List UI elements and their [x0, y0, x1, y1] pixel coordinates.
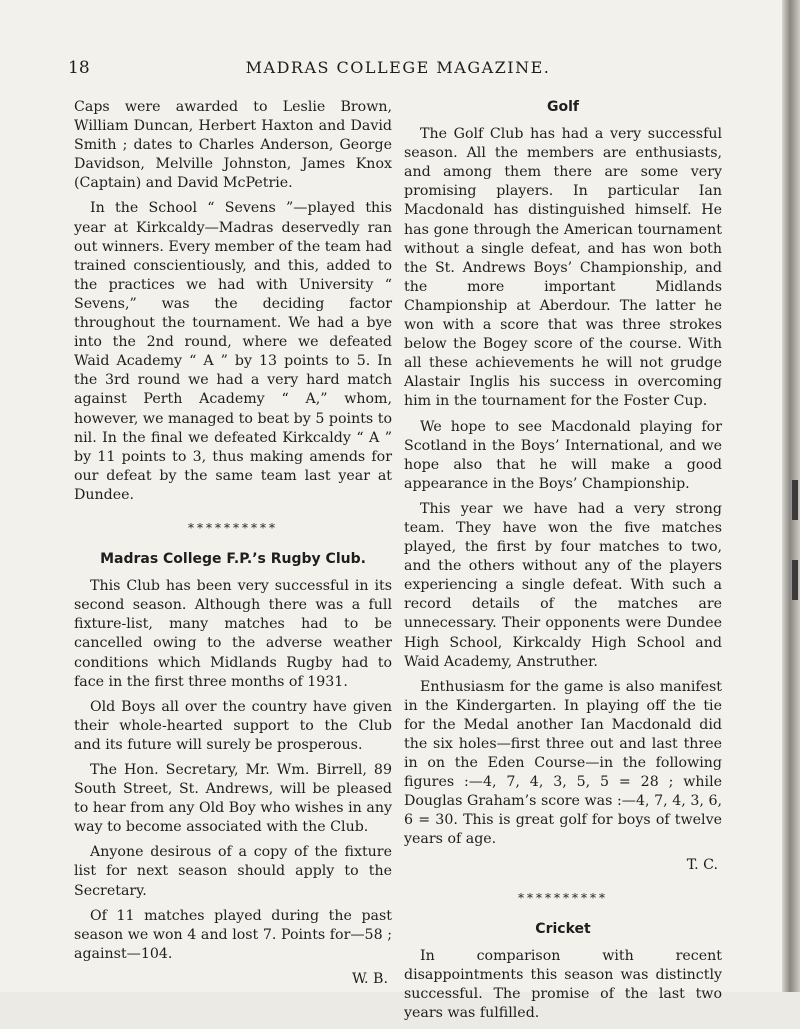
golf-paragraph-4: Enthusiasm for the game is also manifest in the Kindergarten. In playing off the tie for the Medal another Ian Macdonald did the six holes—first three out and last three in on the Eden Course—in the following figures :—4, 7, 4, 3, 5, 5 = 28 ; while Douglas Graham’s score was :—4, 7, 4, 3, 6, 6 = 30. This is great golf for boys of twelve years of age. — [404, 678, 722, 848]
rugby-caps-paragraph: Caps were awarded to Leslie Brown, William Duncan, Herbert Haxton and David Smith ; dates to Charles Anderson, George Davidson, Melville Johnston, James Knox (Captain) and David McPetrie. — [74, 99, 392, 192]
author-initials: W. B. — [351, 970, 388, 987]
page-number: 18 — [68, 58, 90, 78]
golf-paragraph-1: The Golf Club has had a very successful season. All the members are enthusiasts, and among them there are some very promising players. In particular Ian Macdonald has distinguished himself. He has gone through the American tournament without a single defeat, and has won both the St. Andrews Boys’ Championship, and the more important Midlands Championship at Aberdour. The latter he won with a score that was three strokes below the Bogey score of the course. With all these achievements he will not grudge Alastair Inglis his success in overcoming him in the tournament for the Foster Cup. — [404, 126, 722, 410]
rugby-club-paragraph-5: Of 11 matches played during the past season we won 4 and lost 7. Points for—58 ; against—104. — [74, 907, 392, 962]
golf-heading: Golf — [547, 99, 579, 115]
page-header — [68, 58, 728, 82]
left-column — [74, 98, 392, 995]
rugby-club-paragraph-2: Old Boys all over the country have given their whole-hearted support to the Club and its future will surely be prosperous. — [74, 698, 392, 753]
running-title: MADRAS COLLEGE MAGAZINE. — [245, 58, 551, 77]
author-initials: T. C. — [686, 856, 718, 873]
rugby-club-paragraph-3: The Hon. Secretary, Mr. Wm. Birrell, 89 South Street, St. Andrews, will be pleased to hear from any Old Boy who wishes in any way to become associated with the Club. — [74, 762, 392, 836]
cricket-paragraph: In comparison with recent disappointments this season was distinctly successful. The promise of the last two years was fulfilled. — [404, 947, 722, 1022]
sevens-paragraph: In the School “ Sevens ”—played this year at Kirkcaldy—Madras deservedly ran out winners. Every member of the team had trained conscientiously, and this, added to the practices we had with University “ Sevens,” was the deciding factor throughout the tournament. We had a bye into the 2nd round, where we defeated Waid Academy “ A ” by 13 points to 5. In the 3rd round we had a very hard match against Perth Academy “ A,” whom, however, we managed to beat by 5 points to nil. In the final we defeated Kirkcaldy “ A ” by 11 points to 3, thus making amends for our defeat by the same team last year at Dundee. — [74, 200, 392, 503]
golf-paragraph-2: We hope to see Macdonald playing for Scotland in the Boys’ International, and we hope also that he will make a good appearance in the Boys’ Championship. — [404, 418, 722, 492]
rugby-club-paragraph-1: This Club has been very successful in its second season. Although there was a full fixture-list, many matches had to be cancelled owing to the adverse weather conditions which Midlands Rugby had to face in the first three months of 1931. — [74, 578, 392, 690]
cricket-heading: Cricket — [535, 920, 591, 937]
right-column — [404, 98, 722, 1029]
rugby-club-heading: Madras College F.P.’s Rugby Club. — [100, 551, 366, 568]
page-edge-shadow — [782, 0, 800, 992]
golf-paragraph-3: This year we have had a very strong team. They have won the five matches played, the first by four matches to two, and the others without any of the players experiencing a single defeat. With such a record details of the matches are unnecessary. Their opponents were Dundee High School, Kirkcaldy High School and Waid Academy, Anstruther. — [404, 500, 722, 670]
binding-mark — [792, 480, 798, 520]
section-divider: ********** — [188, 520, 278, 535]
rugby-club-paragraph-4: Anyone desirous of a copy of the fixture list for next season should apply to the Secretary. — [74, 844, 392, 899]
section-divider: ********** — [518, 890, 608, 905]
binding-mark — [792, 560, 798, 600]
